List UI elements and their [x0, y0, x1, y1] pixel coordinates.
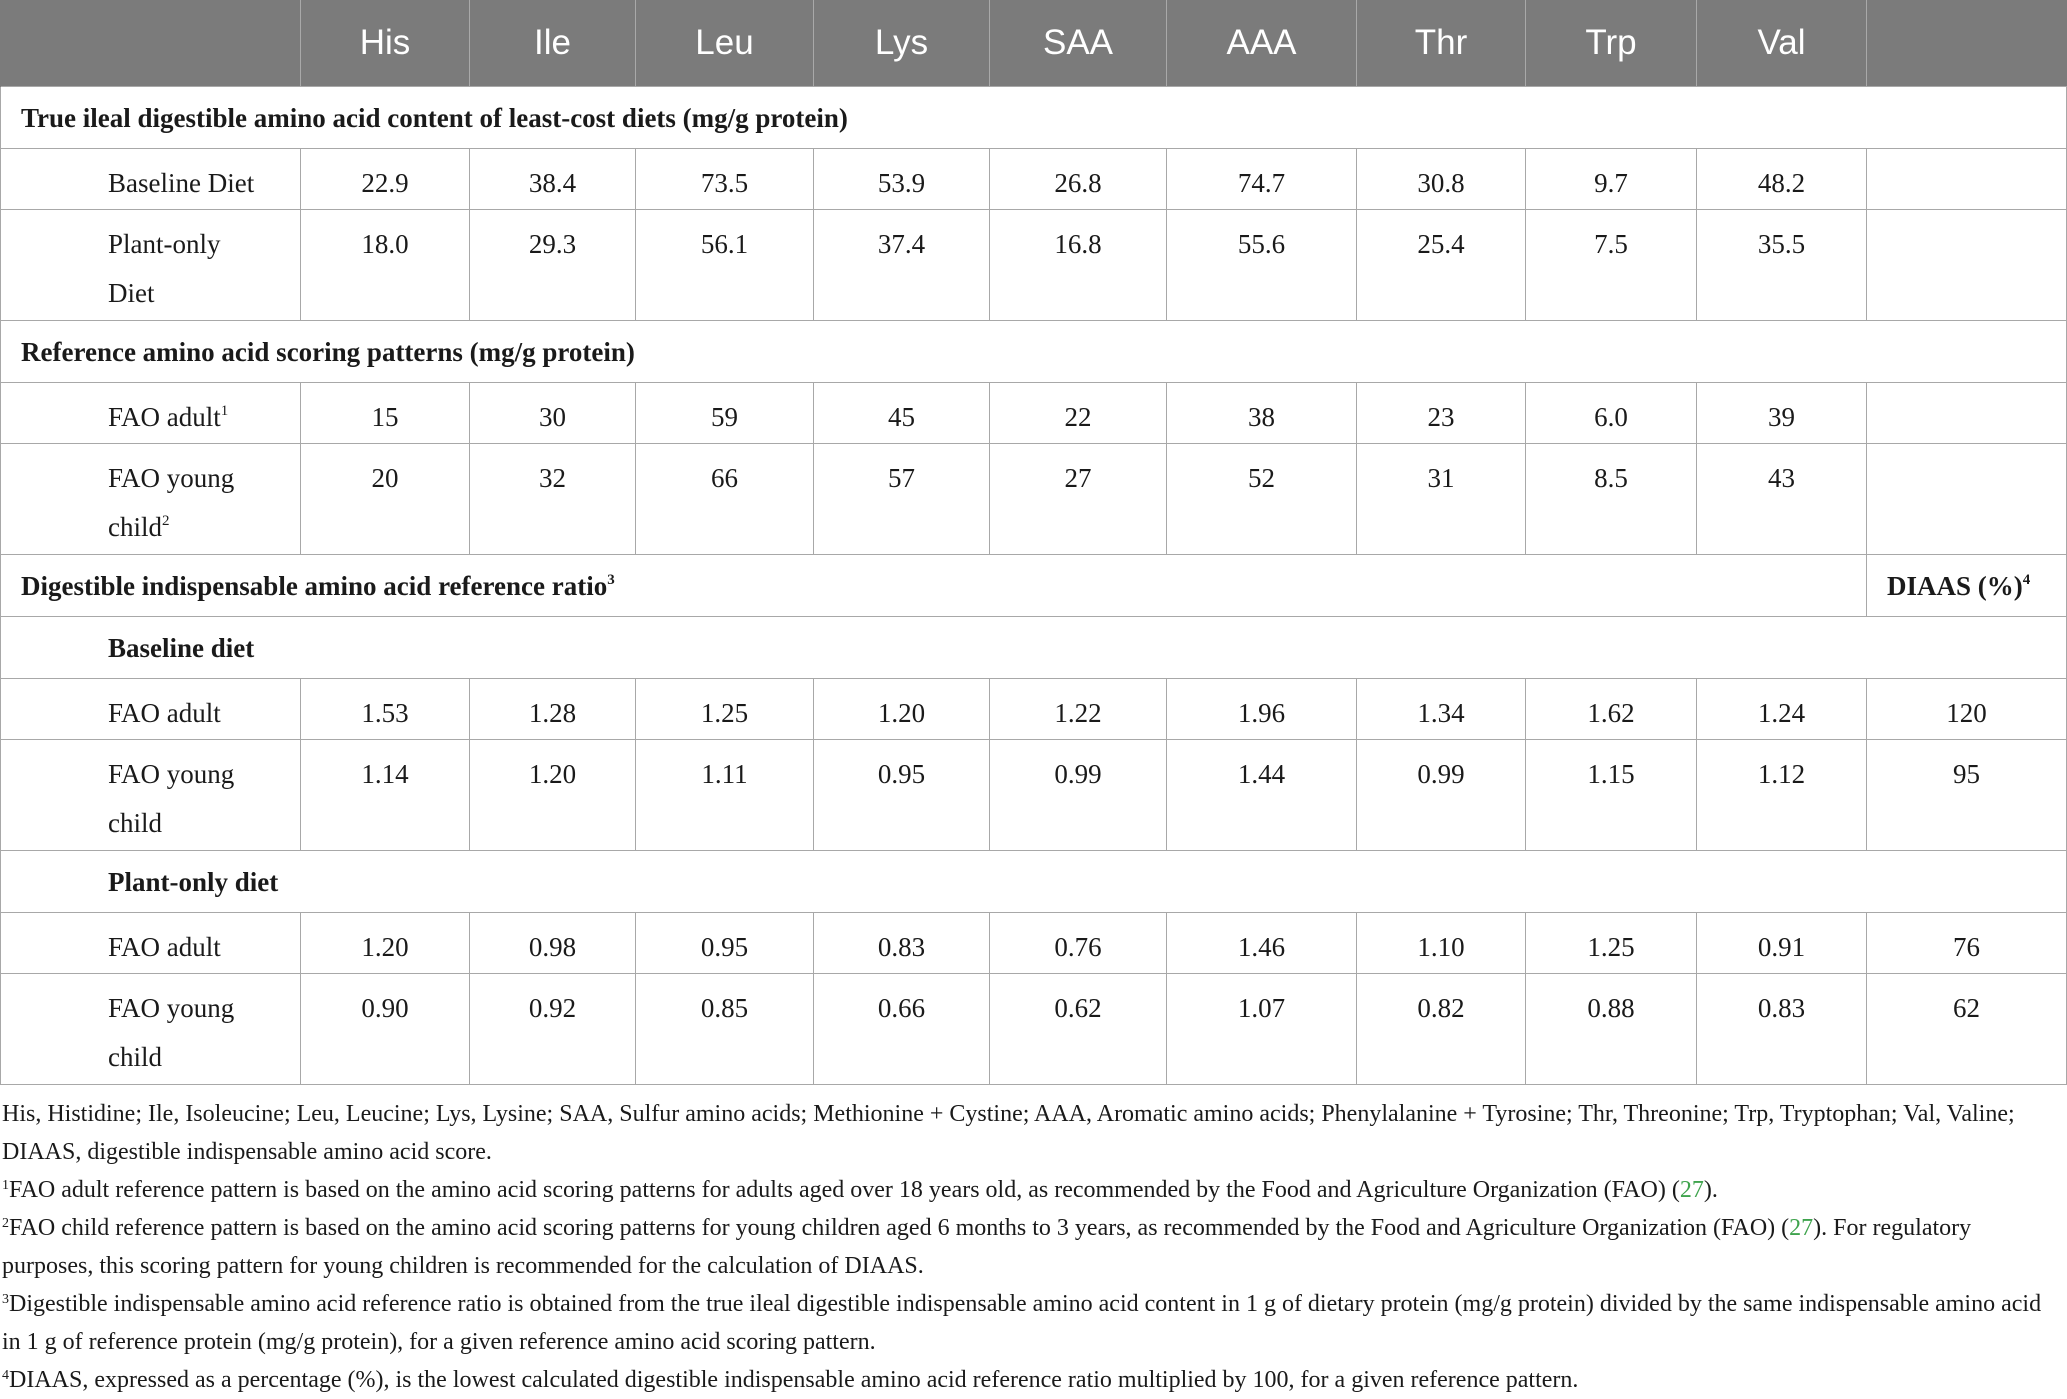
table-row: [1, 383, 2067, 444]
cell: 1.28: [470, 679, 636, 740]
cell-empty: [1867, 444, 2067, 555]
header-cell-val: Val: [1697, 0, 1867, 87]
footnote-marker: 2: [162, 513, 170, 529]
cell: 30: [470, 383, 636, 444]
footnote-text: ).: [1703, 1177, 1718, 1203]
header-cell-diaas: [1867, 0, 2067, 87]
row-label-line: Diet: [108, 278, 155, 308]
cell: 0.83: [814, 913, 990, 974]
footnote-marker: 1: [2, 1178, 9, 1193]
cell: 1.22: [990, 679, 1167, 740]
section-title: [1, 555, 1867, 617]
cell: 1.07: [1167, 974, 1357, 1085]
cell: 30.8: [1357, 149, 1526, 210]
cell: 6.0: [1526, 383, 1697, 444]
footnote-marker: 1: [220, 403, 229, 419]
cell: 1.12: [1697, 740, 1867, 851]
cell: 15: [301, 383, 470, 444]
section-title: Reference amino acid scoring patterns (mg/g protein): [1, 321, 2067, 383]
footnote-text: FAO adult reference pattern is based on the amino acid scoring patterns for adults aged over 18 years old, as recommended by the Food and Agriculture Organization (FAO) (: [9, 1177, 1680, 1203]
table-row: [1, 740, 2067, 851]
cell: 7.5: [1526, 210, 1697, 321]
cell: 1.34: [1357, 679, 1526, 740]
cell: 0.99: [990, 740, 1167, 851]
footnote-text: FAO child reference pattern is based on the amino acid scoring patterns for young children aged 6 months to 3 years, as recommended by the Food and Agriculture Organization (FAO) (: [9, 1215, 1790, 1241]
header-cell-aaa: AAA: [1167, 0, 1357, 87]
cell: 25.4: [1357, 210, 1526, 321]
row-label: [1, 383, 301, 444]
cell-empty: [1867, 383, 2067, 444]
footnote-text: DIAAS, expressed as a percentage (%), is the lowest calculated digestible indispensable amino acid reference ratio multiplied by 100, for a given reference pattern.: [9, 1367, 1579, 1393]
cell: 1.53: [301, 679, 470, 740]
row-label: [1, 974, 301, 1085]
cell: 52: [1167, 444, 1357, 555]
cell: 0.76: [990, 913, 1167, 974]
footnote-marker: 3: [2, 1292, 9, 1307]
cell: 56.1: [636, 210, 814, 321]
row-label: [1, 444, 301, 555]
reference-link[interactable]: 27: [1679, 1177, 1704, 1203]
cell: 31: [1357, 444, 1526, 555]
table-footnotes: [0, 1095, 2052, 1399]
header-cell-saa: SAA: [990, 0, 1167, 87]
cell: 22: [990, 383, 1167, 444]
cell: 1.44: [1167, 740, 1357, 851]
cell: 1.15: [1526, 740, 1697, 851]
cell: 18.0: [301, 210, 470, 321]
cell: 32: [470, 444, 636, 555]
footnote-4: [2, 1361, 2052, 1399]
table-row: [1, 149, 2067, 210]
footnote-text: Digestible indispensable amino acid reference ratio is obtained from the true ileal digestible indispensable amino acid content in 1 g of dietary protein (mg/g protein) divided by the same indispensable amino acid in 1 g of reference protein (mg/g protein), for a given reference amino acid scoring pattern.: [2, 1291, 2042, 1355]
cell: 66: [636, 444, 814, 555]
cell-empty: [1867, 210, 2067, 321]
footnote-text: ). For regulatory purposes, this scoring pattern for young children is recommended for the calculation of DIAAS.: [2, 1215, 1972, 1279]
cell: 35.5: [1697, 210, 1867, 321]
cell: 1.20: [301, 913, 470, 974]
footnote-2: [2, 1209, 2052, 1285]
header-cell-leu: Leu: [636, 0, 814, 87]
row-label-line: FAO young: [108, 463, 235, 493]
subsection-title: Baseline diet: [1, 617, 2067, 679]
subsection-heading-row: [1, 851, 2067, 913]
cell: 38: [1167, 383, 1357, 444]
row-label-text: FAO adult: [108, 402, 221, 432]
cell: 23: [1357, 383, 1526, 444]
diaas-cell: 62: [1867, 974, 2067, 1085]
cell: 1.10: [1357, 913, 1526, 974]
section-title-text: Digestible indispensable amino acid reference ratio: [21, 570, 608, 601]
cell: 20: [301, 444, 470, 555]
footnote-abbreviations: His, Histidine; Ile, Isoleucine; Leu, Leucine; Lys, Lysine; SAA, Sulfur amino acids; Methionine + Cystine; AAA, Aromatic amino acids; Phenylalanine + Tyrosine; Thr, Threonine; Trp, Tryptophan; Val, Valine; DIAAS, digestible indispensable amino acid score.: [2, 1101, 2015, 1165]
row-label: FAO adult: [1, 913, 301, 974]
row-label: FAO adult: [1, 679, 301, 740]
cell: 0.92: [470, 974, 636, 1085]
cell: 27: [990, 444, 1167, 555]
header-cell-thr: Thr: [1357, 0, 1526, 87]
header-cell-empty: [1, 0, 301, 87]
header-cell-his: His: [301, 0, 470, 87]
subsection-title: Plant-only diet: [1, 851, 2067, 913]
cell-empty: [1867, 149, 2067, 210]
cell: 45: [814, 383, 990, 444]
cell: 1.25: [636, 679, 814, 740]
cell: 0.91: [1697, 913, 1867, 974]
section-title: True ileal digestible amino acid content of least-cost diets (mg/g protein): [1, 87, 2067, 149]
cell: 0.62: [990, 974, 1167, 1085]
cell: 1.20: [814, 679, 990, 740]
header-row: [1, 0, 2067, 87]
header-cell-trp: Trp: [1526, 0, 1697, 87]
diaas-cell: 95: [1867, 740, 2067, 851]
section-heading-row: [1, 555, 2067, 617]
diaas-cell: 120: [1867, 679, 2067, 740]
table-row: [1, 974, 2067, 1085]
footnote-3: [2, 1285, 2052, 1361]
cell: 37.4: [814, 210, 990, 321]
table-row: [1, 444, 2067, 555]
cell: 53.9: [814, 149, 990, 210]
row-label-line: FAO young: [108, 759, 235, 789]
cell: 0.83: [1697, 974, 1867, 1085]
cell: 73.5: [636, 149, 814, 210]
cell: 59: [636, 383, 814, 444]
cell: 0.66: [814, 974, 990, 1085]
row-label-line: Plant-only: [108, 229, 221, 259]
table-row: [1, 913, 2067, 974]
header-cell-lys: Lys: [814, 0, 990, 87]
cell: 1.14: [301, 740, 470, 851]
diaas-cell: 76: [1867, 913, 2067, 974]
cell: 8.5: [1526, 444, 1697, 555]
cell: 9.7: [1526, 149, 1697, 210]
diaas-header: [1867, 555, 2067, 617]
section-heading-row: [1, 87, 2067, 149]
section-heading-row: [1, 321, 2067, 383]
subsection-heading-row: [1, 617, 2067, 679]
cell: 1.24: [1697, 679, 1867, 740]
footnote-marker: 2: [2, 1216, 9, 1231]
header-cell-ile: Ile: [470, 0, 636, 87]
cell: 0.85: [636, 974, 814, 1085]
cell: 0.90: [301, 974, 470, 1085]
footnote-marker: 4: [2, 1368, 9, 1383]
table-row: [1, 210, 2067, 321]
row-label: Baseline Diet: [1, 149, 301, 210]
cell: 0.88: [1526, 974, 1697, 1085]
cell: 29.3: [470, 210, 636, 321]
row-label-line: child: [108, 808, 162, 838]
row-label-line: child: [108, 1042, 162, 1072]
cell: 1.11: [636, 740, 814, 851]
row-label: [1, 210, 301, 321]
cell: 1.25: [1526, 913, 1697, 974]
cell: 0.82: [1357, 974, 1526, 1085]
cell: 38.4: [470, 149, 636, 210]
cell: 55.6: [1167, 210, 1357, 321]
cell: 74.7: [1167, 149, 1357, 210]
cell: 43: [1697, 444, 1867, 555]
table-row: [1, 679, 2067, 740]
cell: 48.2: [1697, 149, 1867, 210]
footnote-marker: 4: [2022, 571, 2031, 588]
cell: 39: [1697, 383, 1867, 444]
footnote-marker: 3: [607, 571, 615, 588]
row-label-line: child: [108, 512, 162, 542]
cell: 1.62: [1526, 679, 1697, 740]
cell: 0.95: [636, 913, 814, 974]
cell: 16.8: [990, 210, 1167, 321]
cell: 57: [814, 444, 990, 555]
cell: 1.96: [1167, 679, 1357, 740]
cell: 1.20: [470, 740, 636, 851]
cell: 0.95: [814, 740, 990, 851]
row-label: [1, 740, 301, 851]
diaas-header-text: DIAAS (%): [1887, 570, 2023, 601]
cell: 0.99: [1357, 740, 1526, 851]
reference-link[interactable]: 27: [1789, 1215, 1814, 1241]
cell: 0.98: [470, 913, 636, 974]
cell: 26.8: [990, 149, 1167, 210]
cell: 22.9: [301, 149, 470, 210]
cell: 1.46: [1167, 913, 1357, 974]
footnote-1: [2, 1171, 2052, 1209]
row-label-line: FAO young: [108, 993, 235, 1023]
